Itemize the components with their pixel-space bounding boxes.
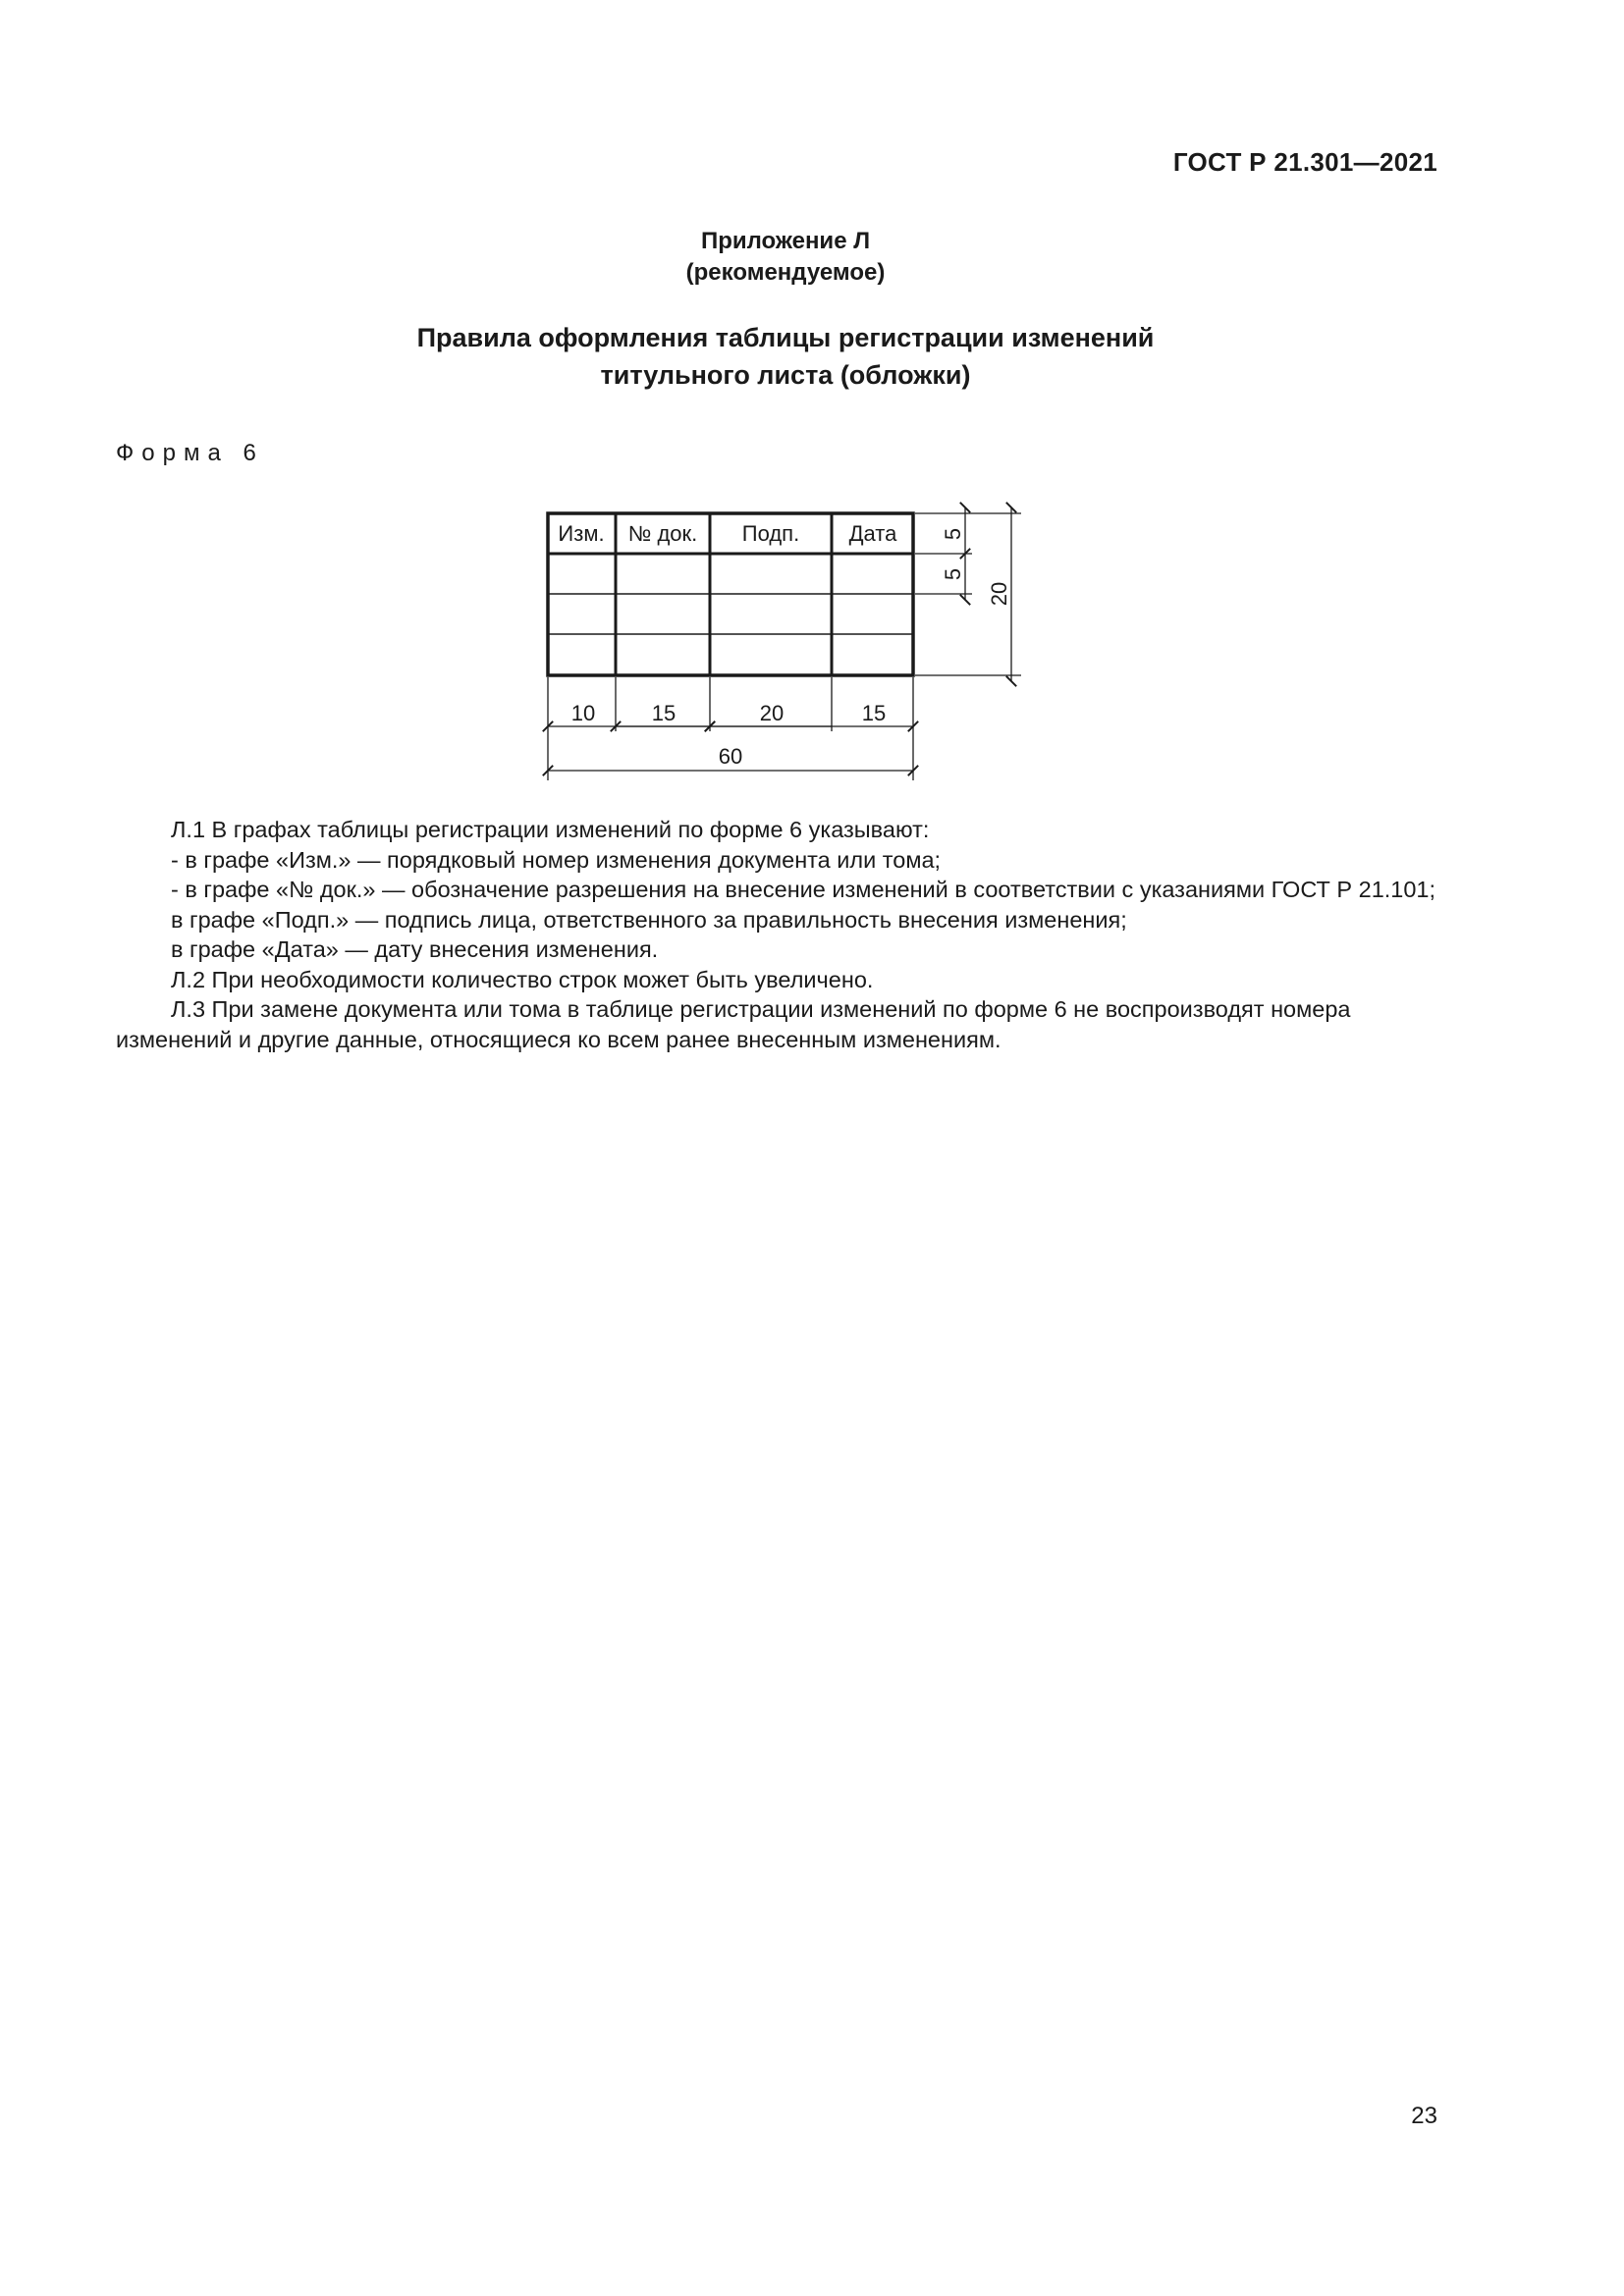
form-6-drawing (0, 0, 1624, 815)
paragraph: - в графе «Изм.» — порядковый номер изменения документа или тома; (171, 846, 942, 873)
dim-width-doc-number: 15 (651, 701, 677, 725)
body-text (116, 815, 1447, 1054)
paragraph: - в графе «№ док.» — обозначение разрешения на внесение изменений в соответствии с указаниями ГОСТ Р 21.101; (171, 877, 1436, 902)
dim-total-height: 20 (987, 581, 1011, 607)
form-label: Форма 6 (116, 440, 264, 466)
dim-height-row: 5 (941, 567, 965, 581)
appendix-title-line-1: Правила оформления таблицы регистрации изменений (416, 323, 1155, 352)
paragraph: Л.3 При замене документа или тома в таблице регистрации изменений по форме 6 не воспроизводят номера изменений и другие данные, относящиеся ко всем ранее внесенным изменениям. (116, 996, 1351, 1052)
appendix-title-line-2: титульного листа (обложки) (600, 360, 971, 390)
dim-height-header-row: 5 (941, 527, 965, 541)
appendix-status: (рекомендуемое) (685, 259, 886, 286)
dim-width-signature: 20 (759, 701, 785, 725)
dim-width-izm: 10 (570, 701, 596, 725)
dim-total-width: 60 (718, 744, 743, 769)
column-header-izm: Изм. (558, 521, 605, 546)
column-header-date: Дата (848, 521, 897, 546)
standard-code: ГОСТ Р 21.301—2021 (1172, 147, 1437, 177)
dim-width-date: 15 (861, 701, 887, 725)
paragraph: Л.2 При необходимости количество строк может быть увеличено. (171, 966, 874, 992)
column-header-signature: Подп. (741, 521, 800, 546)
page-number: 23 (1411, 2103, 1437, 2129)
paragraph: Л.1 В графах таблицы регистрации изменений по форме 6 указывают: (171, 817, 930, 842)
column-header-doc-number: № док. (627, 521, 698, 546)
appendix-name: Приложение Л (700, 228, 871, 254)
paragraph: в графе «Дата» — дату внесения изменения. (171, 936, 659, 962)
paragraph: в графе «Подп.» — подпись лица, ответственного за правильность внесения изменения; (171, 906, 1127, 933)
